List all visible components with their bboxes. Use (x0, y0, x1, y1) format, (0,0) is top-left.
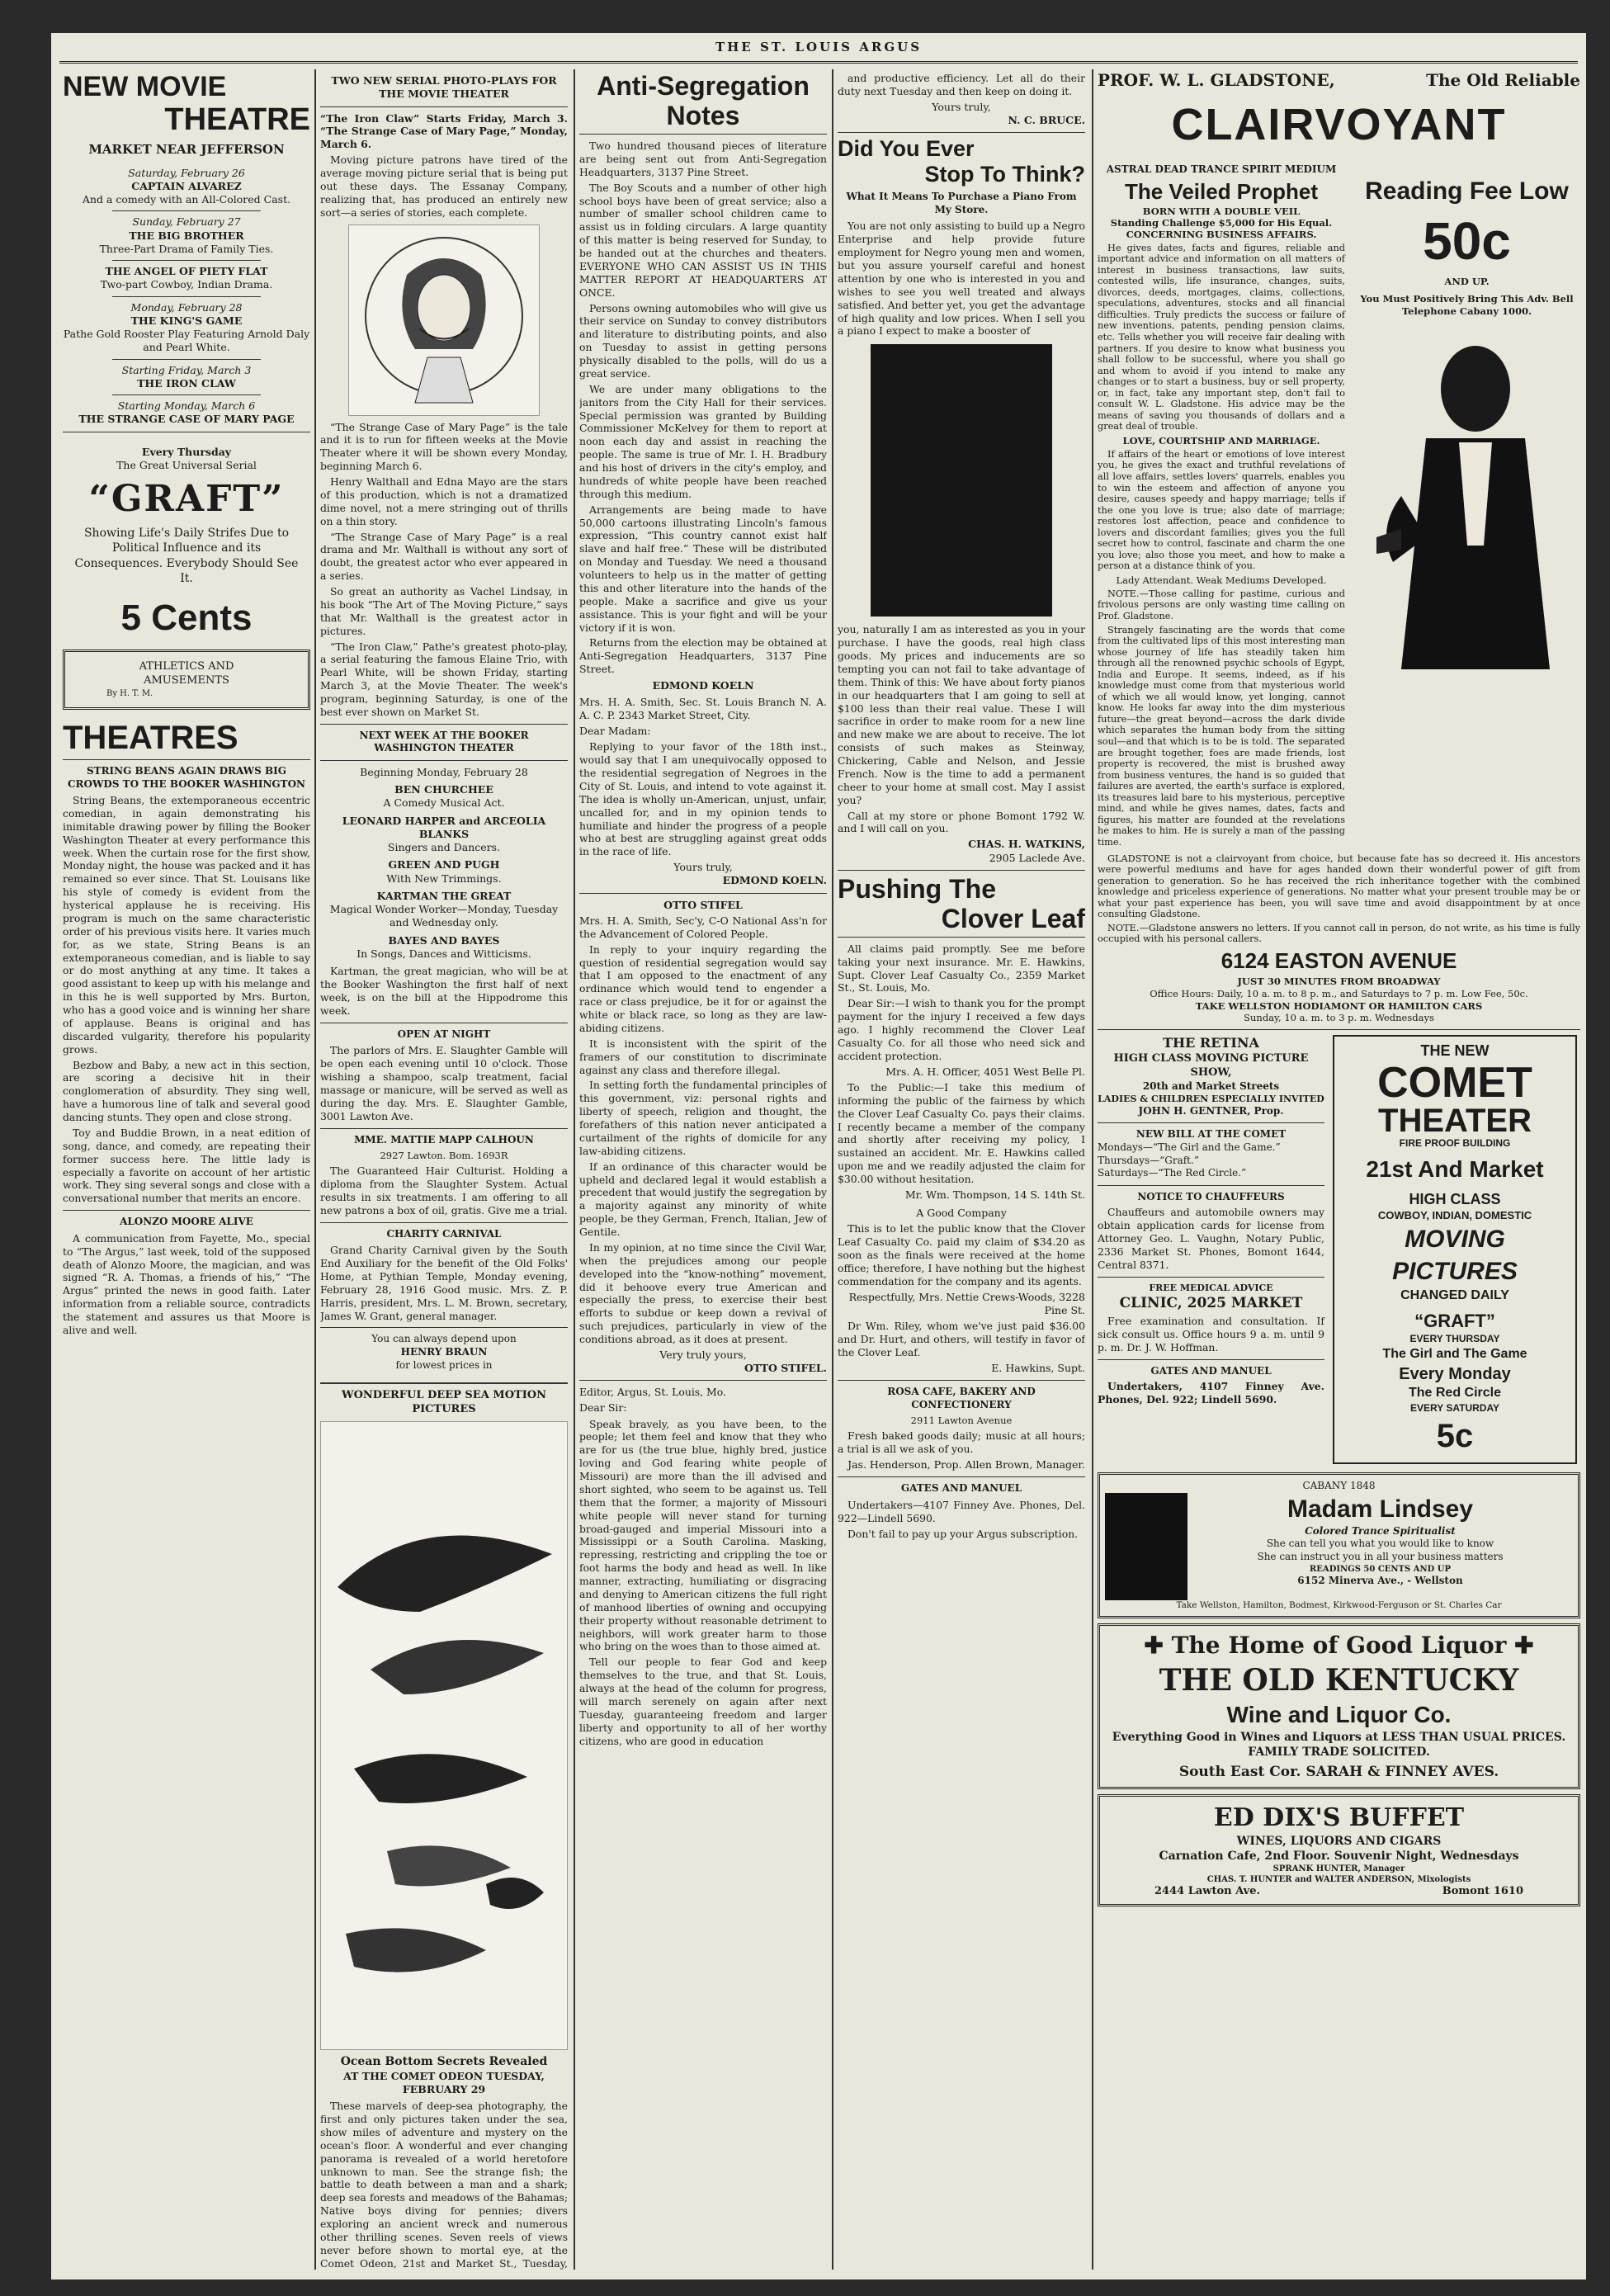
dix-ad (1098, 1794, 1580, 1906)
piano-article-1: You are not only assisting to build up a Negro Enterprise and help provide future employment for Negro young men and women, but you assure yourself careful and honest attention by one who is interested in you and wishes to see you well treated and always satisfied. And better yet, you get the advantage of high quality and low prices. When I sell you a piano I expect to make a booster of (838, 220, 1085, 338)
dix-name: ED DIX'S BUFFET (1213, 1802, 1465, 1832)
watkins-address: 2905 Laclede Ave. (989, 851, 1085, 864)
braun-ad (320, 1333, 568, 1372)
comet-girl-game: The Girl and The Game (1382, 1347, 1527, 1362)
divider (63, 1210, 310, 1211)
comet-name: COMET (1377, 1058, 1532, 1107)
good-company-article: This is to let the public know that the Clover Leaf Casualty Co. paid my claim of $34.20 as soon as the finals were received at the home office; therefore, I have nothing but the highest commendation for the company and its agents. (838, 1222, 1085, 1287)
column-divider (574, 69, 575, 2270)
piano-call: Call at my store or phone Bomont 1792 W. and I will call on you. (838, 809, 1085, 835)
and-up: AND UP. (1444, 276, 1490, 288)
gladstone-history: Strangely fascinating are the words that come from the cultivated lips of this most interesting man whose journey of life has steadily taken him through all the renowned psychic schools of Egypt, India and Europe. It seems, indeed, as if his knowledge must come from that mysterious world of which we all would know, yet longing, cannot know. He looks far away into the dim mysterious future—the great beyond—across the dark divide which separates the human body from the sitting soul—and that which is to be is told. The separated are brought together, foes are made friends, lost property is recovered, the mist is brushed away from business ventures, the hand is so guided that failures are averted, the earth's surface is explored, its treasures laid bare to his mysterious, perceptive mind, and while he gives names, dates, facts and figures, his matter are founded at the revelations he makes to him. He is surely a man of the passing time. (1098, 624, 1345, 848)
watkins-photo (871, 344, 1052, 617)
divider (320, 760, 568, 761)
paragraph: “The Strange Case of Mary Page” is the tale and it is to run for fifteen weeks at the Movie Theater where it will be shown every Monday, beginning March 6. (320, 420, 568, 473)
gates-ad-body: Undertakers, 4107 Finney Ave. Phones, Del. 922; Lindell 5690. (1098, 1380, 1324, 1406)
listing-title: THE BIG BROTHER (129, 229, 244, 242)
stifel-heading: OTTO STIFEL (663, 898, 743, 911)
retina-address: 20th and Market Streets (1142, 1080, 1280, 1092)
act-name: GREEN AND PUGH (388, 858, 500, 872)
comet-price: 5c (1436, 1418, 1474, 1455)
dix-footer (1105, 1885, 1573, 1899)
lindsey-address: 6152 Minerva Ave., - Wellston (1297, 1574, 1463, 1586)
thompson-signature: Mr. Wm. Thompson, 14 S. 14th St. (904, 1188, 1085, 1201)
gladstone-inheritance: GLADSTONE is not a clairvoyant from choice, but because fate has so decreed it. His ancestors were powerful mediums and have for ages handed down their wonderful power of gift from generation to generation. So he has received the rich inheritance together with the combined knowledge and priceless experience of generations. No matter what your present trouble may be or what your past experience has been, you will save time and avoid disappointment by at once consulting Gladstone. (1098, 853, 1580, 920)
masthead: THE ST. LOUIS ARGUS (715, 40, 923, 54)
lindsey-phone: CABANY 1848 (1302, 1480, 1376, 1492)
booker-acts (320, 783, 568, 961)
act-desc: Magical Wonder Worker—Monday, Tuesday and Wednesday only. (329, 903, 559, 929)
letter2-address: Mrs. H. A. Smith, Sec'y, C-O National Ass'n for the Advancement of Colored People. (579, 914, 827, 940)
athletics-line-1: ATHLETICS AND (139, 660, 234, 673)
paragraph: In setting forth the fundamental principles of this government, viz: personal rights and liberty of speech, religion and thought, the forefathers of this nation never anticipated a curtailment of the rights of domicile for any law-abiding citizens. (579, 1079, 827, 1157)
bruce-closing: Yours truly, (932, 100, 991, 113)
act-desc: In Songs, Dances and Witticisms. (356, 947, 531, 960)
good-company-heading: A Good Company (916, 1207, 1007, 1220)
listing-desc: Three-Part Drama of Family Ties. (99, 242, 274, 255)
gladstone-text (1098, 158, 1345, 850)
letter1-address: Mrs. H. A. Smith, Sec. St. Louis Branch N. A. A. C. P. 2343 Market Street, City. (579, 696, 827, 722)
left-ads (1098, 1035, 1324, 1464)
think-subheading: What It Means To Purchase a Piano From My Store. (846, 191, 1077, 215)
divider (838, 937, 1085, 938)
gates-heading: GATES AND MANUEL (900, 1482, 1022, 1495)
antiseg-article (579, 139, 827, 676)
astral-label: ASTRAL DEAD TRANCE SPIRIT MEDIUM (1106, 163, 1337, 176)
officer-signature: Mrs. A. H. Officer, 4051 West Belle Pl. (885, 1065, 1085, 1078)
think-heading-2: Stop To Think? (924, 162, 1085, 187)
letter1-body: Replying to your favor of the 18th inst., would say that I am unequivocally opposed to the residential segregation of Negroes in the City of St. Louis, and intend to vote against it. The idea is wholly un-American, unjust, unfair, uncalled for, and in my opinion tends to humiliate and hinder the progress of a people who at best are struggling against great odds in the race of life. (579, 740, 827, 858)
letter1-salutation: Dear Madam: (579, 725, 651, 737)
kentucky-tagline: The Home of Good Liquor (1171, 1632, 1507, 1660)
divider (1098, 1122, 1324, 1123)
calhoun-address: 2927 Lawton. Bom. 1693R (380, 1150, 508, 1162)
column-divider (1092, 69, 1093, 2270)
act (320, 934, 568, 961)
listing-desc: And a comedy with an All-Colored Cast. (82, 193, 291, 206)
divider (112, 359, 261, 360)
mid-ads (1098, 1035, 1580, 1464)
act-name: BAYES AND BAYES (388, 933, 500, 947)
divider (1098, 1029, 1580, 1030)
comet-every-monday: Every Monday (1399, 1364, 1511, 1383)
kentucky-name: THE OLD KENTUCKY (1159, 1662, 1519, 1698)
booker-heading: NEXT WEEK AT THE BOOKER WASHINGTON THEATER (359, 729, 529, 754)
listing-title: THE STRANGE CASE OF MARY PAGE (78, 413, 295, 426)
movie-listing (63, 215, 310, 256)
concerning-heading: CONCERNING BUSINESS AFFAIRS. (1126, 228, 1317, 240)
top-rule (59, 61, 1578, 64)
cross-icon: ✚ (1514, 1632, 1534, 1660)
letter2-closing: Very truly yours, (659, 1348, 747, 1361)
divider (320, 1222, 568, 1223)
retina-name: THE RETINA (1163, 1035, 1259, 1051)
serial-heading: TWO NEW SERIAL PHOTO-PLAYS FOR THE MOVIE THEATER (331, 74, 557, 101)
listing-desc: Pathe Gold Rooster Play Featuring Arnold Daly and Pearl White. (63, 328, 310, 354)
act (320, 858, 568, 886)
editor-address: Editor, Argus, St. Louis, Mo. (579, 1386, 726, 1399)
divider (112, 394, 261, 395)
easton-address: 6124 EASTON AVENUE (1220, 947, 1457, 973)
lindsey-ad (1098, 1472, 1580, 1618)
lindsey-photo (1105, 1493, 1187, 1600)
gladstone-note: NOTE.—Those calling for pastime, curious and frivolous persons are only wasting time calling on Prof. Gladstone. (1098, 588, 1345, 622)
editor-salutation: Dear Sir: (579, 1401, 627, 1415)
movie-listing (63, 301, 310, 355)
column-1 (63, 69, 310, 2270)
open-heading: OPEN AT NIGHT (397, 1028, 491, 1040)
athletics-box (63, 650, 310, 710)
column-2 (320, 69, 568, 1372)
fee-amount: 50c (1423, 211, 1511, 272)
comet-thursday: EVERY THURSDAY (1409, 1333, 1500, 1345)
movie-listing (63, 167, 310, 207)
divider (320, 1128, 568, 1129)
listing-title: CAPTAIN ALVAREZ (131, 179, 242, 192)
clinic-name: CLINIC, 2025 MARKET (1119, 1295, 1303, 1312)
argus-note: Don't fail to pay up your Argus subscription. (847, 1527, 1079, 1540)
serial-article (320, 421, 568, 719)
alonzo-article: A communication from Fayette, Mo., special to “The Argus,” last week, told of the supposed death of Alonzo Moore, the magician, and was signed “R. A. Thomas, a friends of his,” “The Argus” printed the news in good faith. Later information from a reliable source, contradicts the statement and assures us that Moore is alive and well. (63, 1231, 310, 1336)
listing-date: Monday, February 28 (130, 300, 243, 314)
newbill-line-1: Mondays—“The Girl and the Game.” (1098, 1141, 1281, 1154)
dix-address: 2444 Lawton Ave. (1154, 1884, 1261, 1897)
listing-title: THE IRON CLAW (137, 376, 236, 390)
dix-manager: SPRANK HUNTER, Manager (1272, 1864, 1405, 1873)
office-hours: Office Hours: Daily, 10 a. m. to 8 p. m., and Saturdays to 7 p. m. Low Fee, 50c. (1150, 987, 1528, 999)
old-reliable: The Old Reliable (1426, 70, 1580, 90)
movie-listing (63, 364, 310, 391)
movie-price: 5 Cents (120, 597, 253, 638)
letter1-closing: Yours truly, (673, 861, 733, 874)
strings-heading: STRING BEANS AGAIN DRAWS BIG CROWDS TO THE BOOKER WASHINGTON (67, 764, 306, 790)
divider (112, 296, 261, 297)
bruce-signature: N. C. BRUCE. (1008, 114, 1085, 126)
paragraph: “The Strange Case of Mary Page” is a real drama and Mr. Walthall is without any sort of doubt, the greatest actor who ever appeared in a series. (320, 530, 568, 583)
column-5 (1098, 69, 1580, 2270)
kentucky-heading (1105, 1631, 1573, 1661)
sunday-hours: Sunday, 10 a. m. to 3 p. m. Wednesdays (1244, 1012, 1434, 1024)
alonzo-heading: ALONZO MOORE ALIVE (120, 1216, 253, 1228)
lindsey-body (1105, 1493, 1573, 1600)
paragraph: So great an authority as Vachel Lindsay, in his book “The Art of The Moving Picture,” says that Mr. Walthall is the greatest actor in pictures. (320, 585, 568, 637)
paragraph: “The Iron Claw,” Pathe's greatest photo-play, a serial featuring the famous Elaine Trio, with Pearl White, will be shown Friday, starting March 3, at the Movie Theater. The week's program, beginning Saturday, is one of the best ever shown on Market St. (320, 640, 568, 718)
letter2-signature: OTTO STIFEL. (744, 1362, 827, 1375)
comet-red-circle: The Red Circle (1408, 1385, 1502, 1400)
strings-article (63, 794, 310, 1205)
divider (112, 210, 261, 211)
dix-wines: WINES, LIQUORS AND CIGARS (1236, 1834, 1442, 1848)
serial-lead: “The Iron Claw” Starts Friday, March 3. “The Strange Case of Mary Page,” Monday, March 6. (320, 111, 568, 151)
paragraph: If an ordinance of this character would be upheld and declared legal it would establish a precedent that would justify the segregation by a majority against any minority of white people, be they German, French, Italian, Jew of Gentile. (579, 1160, 827, 1238)
movie-listing (63, 265, 310, 292)
clover-heading-1: Pushing The (838, 873, 996, 904)
comet-theater-ad (1333, 1035, 1577, 1464)
braun-name: HENRY BRAUN (400, 1346, 488, 1358)
editor-letter (579, 1418, 827, 1748)
kentucky-desc: Everything Good in Wines and Liquors at LESS THAN USUAL PRICES. FAMILY TRADE SOLICITED. (1112, 1731, 1566, 1760)
comet-moving-pictures: MOVING PICTURES (1392, 1226, 1518, 1286)
athletics-line-2: AMUSEMENTS (144, 674, 229, 687)
divider (838, 870, 1085, 871)
chauffeur-article: Chauffeurs and automobile owners may obtain application cards for license from Attorney Geo. L. Vaughn, Notary Public, 2336 Market St. Phones, Bomont 1644, Central 8371. (1098, 1206, 1324, 1271)
act-desc: A Comedy Musical Act. (383, 796, 505, 810)
serial-p1: Moving picture patrons have tired of the average moving picture serial that is being put out these days. The Essanay Company, realizing that, has produced an entirely new sort—a series of stories, each complete. (320, 154, 568, 219)
retina-prop: JOHN H. GENTNER, Prop. (1138, 1104, 1284, 1117)
movie-listings (63, 167, 310, 427)
gladstone-portrait (1353, 323, 1580, 669)
act (320, 890, 568, 930)
paragraph: Speak bravely, as you have been, to the people; let them feel and know that they who are for us (the true blue, highly bred, justice loving and God fearing white people of Missouri) are more than the ill advised and short sighted, who seem to be against us. Tell them that the former, a majority of Missouri white people will never stand for turning broad-gauged and imperial Missouri into a Mississippi or a South Carolina. Masking, repressing, restricting and crippling the toe or foot harms the body and head as well. In like manner, extracting, humiliating or disgracing and denying to American citizens the full right of manhood liberties of owning and occupying their property without reasonable detriment to neighbors, will work greater harm to those who bring on the woes than to those aimed at. (579, 1417, 827, 1653)
paragraph: Returns from the election may be obtained at Anti-Segregation Headquarters, 3137 Pine Street. (579, 636, 827, 676)
antiseg-title-1: Anti-Segregation (597, 71, 810, 101)
booker-date: Beginning Monday, February 28 (360, 765, 528, 778)
calhoun-article: The Guaranteed Hair Culturist. Holding a diploma from the Slaughter System. Actual results in six treatments. I am offering to all new patrons a box of oil, gratis. Give me a trial. (320, 1165, 568, 1217)
divider (579, 134, 827, 135)
deepsea-caption: Ocean Bottom Secrets Revealed (340, 2055, 548, 2069)
divider (112, 260, 261, 261)
carnival-article: Grand Charity Carnival given by the South End Auxiliary for the benefit of the Old Folks' Home, at Pythian Temple, Monday evening, February 28, 1916 Good music. Mrs. Z. P. Harris, president, Mrs. L. M. Brown, secretary, James W. Grant, general manager. (320, 1244, 568, 1322)
gladstone-header (1098, 69, 1580, 91)
man-portrait-icon (1368, 331, 1566, 669)
paragraph: Tell our people to fear God and keep themselves to the true, and that St. Louis, always at the head of the column for progress, will march serenely on again after next Tuesday, guaranteeing freedom and larger liberty and opportunity to all of her worthy citizens, who are good in education (579, 1656, 827, 1747)
paragraph: Henry Walthall and Edna Mayo are the stars of this production, which is not a dramatized dime novel, not a mere stringing out of thrills on a thin story. (320, 475, 568, 527)
paragraph: It is inconsistent with the spirit of the framers of our constitution to discriminate against any class and therefore illegal. (579, 1037, 827, 1076)
retina-sub: HIGH CLASS MOVING PICTURE SHOW, (1113, 1052, 1309, 1079)
veiled-prophet: The Veiled Prophet (1124, 178, 1319, 204)
comet-graft: “GRAFT” (1414, 1310, 1495, 1331)
divider (838, 1380, 1085, 1381)
divider (579, 893, 827, 894)
carnival-heading: CHARITY CARNIVAL (386, 1227, 502, 1240)
paragraph: In reply to your inquiry regarding the question of residential segregation would say that I am opposed to the enactment of any ordinance which would tend to engender a race or class prejudice, be it for or against the white or black race, so long as they are law-abiding citizens. (579, 942, 827, 1034)
woman-portrait-icon (349, 225, 539, 415)
clover-heading-2: Clover Leaf (941, 903, 1085, 933)
movie-title-2: THEATRE (164, 102, 310, 137)
lindsey-sub: Colored Trance Spiritualist (1305, 1524, 1456, 1537)
divider (1098, 1277, 1324, 1278)
lindsey-cars: Take Wellston, Hamilton, Bodmest, Kirkwood-Ferguson or St. Charles Car (1176, 1599, 1502, 1610)
comet-theater: THEATER (1378, 1102, 1532, 1139)
bruce-letter-end: and productive efficiency. Let all do their duty next Tuesday and then keep on doing it. (838, 72, 1085, 97)
hawkins-signature: E. Hawkins, Supt. (991, 1361, 1085, 1374)
comet-changed: CHANGED DAILY (1400, 1288, 1509, 1303)
newbill-heading: NEW BILL AT THE COMET (1135, 1128, 1287, 1141)
deepsea-article: These marvels of deep-sea photography, the first and only pictures taken under the sea, show miles of adventure and mystery on the ocean's floor. A wonderful and ever changing panorama is revealed of a world heretofore unknown to man. See the strange fish; the battle to death between a man and a shark; deep sea forests and meadows of the Bahamas; Native boys diving for pennies; divers exploring an ancient wreck and numerous other thrilling scenes. Seven reels of views never before shown to mortal eye, at the Comet Odeon, 21st and Market St., Tuesday, (320, 2100, 568, 2270)
listing-date: Sunday, February 27 (132, 215, 241, 229)
calhoun-heading: MME. MATTIE MAPP CALHOUN (354, 1133, 534, 1146)
movie-location: MARKET NEAR JEFFERSON (88, 142, 285, 157)
woods-signature: Respectfully, Mrs. Nettie Crews-Woods, 3228 Pine St. (848, 1290, 1085, 1317)
divider (838, 1476, 1085, 1477)
gates-article: Undertakers—4107 Finney Ave. Phones, Del. 922—Lindell 5690. (838, 1498, 1085, 1524)
gladstone-ad (1098, 158, 1580, 850)
graft-title: “GRAFT” (88, 478, 285, 520)
act-desc: Singers and Dancers. (387, 841, 501, 854)
mary-page-illustration (348, 224, 540, 416)
minutes-from-broadway: JUST 30 MINUTES FROM BROADWAY (1237, 975, 1441, 987)
piano-article-2: you, naturally I am as interested as you in your purchase. I have the goods, real high class goods. My prices and inducements are so tempting you can not fail to take advantage of them. Think of this: We have about forty pianos in our headquarters that I am going to sell at $100 less than their real value. These I will sacrifice in order to make room for a new line and new make we are about to receive. The lot consists of such makes as Steinway, Chickering, Cable and Nelson, and Jessie French. Now is the time to add a permanent cheer to your home at small cost. May I assist you? (838, 623, 1085, 806)
listing-desc: Two-part Cowboy, Indian Drama. (100, 278, 273, 291)
divider (63, 759, 310, 760)
dix-phone: Bomont 1610 (1442, 1884, 1523, 1897)
deepsea-illustration (320, 1421, 568, 2050)
divider (1098, 1185, 1324, 1186)
newspaper-page (51, 33, 1586, 2279)
gladstone-right (1353, 158, 1580, 850)
listing-title: THE KING'S GAME (130, 314, 243, 327)
paragraph: Arrangements are being made to have 50,000 cartoons illustrating Lincoln's famous expression, “This country cannot exist half slave and half free.” These will be distributed on Monday and Tuesday. We need a thousand volunteers to help us in the matter of getting this and other literature into the hands of the people. Make a sacrifice and give us your assistance. This is your fight and will be your victory if it is won. (579, 503, 827, 634)
paragraph: We are under many obligations to the janitors from the City Hall for their services. Special permission was granted by Building Commissioner McKelvey for them to report at noon each day and assist in reaching the people. The same is true of Mr. I. H. Bradbury and his host of drivers in the city's employ, and hundreds of white people have been reached through this medium. (579, 382, 827, 500)
act (320, 815, 568, 855)
comet-new: THE NEW (1420, 1042, 1490, 1060)
clairvoyant-title: CLAIRVOYANT (1171, 100, 1507, 149)
paragraph: Two hundred thousand pieces of literature are being sent out from Anti-Segregation Headquarters, 3137 Pine Street. (579, 139, 827, 178)
kartman-article: Kartman, the great magician, who will be at the Booker Washington the first half of next week, is on the bill at the Hippodrome this week. (320, 965, 568, 1017)
divider (320, 724, 568, 725)
listing-date: Starting Friday, March 3 (121, 363, 252, 376)
paragraph: String Beans, the extemporaneous eccentric comedian, in again demonstrating his inimitable drawing power by filling the Booker Washington Theater at every performance this week. When the curtain rose for the first show, Monday night, the house was packed and it has remained so ever since. That St. Louisans like his style of comedy is evident from the hysterical applause he is receiving. His program is much on the same characteristic order of his previous visits here. It varies much for, as we state, String Beans is an extemporaneous comedian, and is liable to say or do most anything at any time. It takes a good assistant to keep up with his melange and in this he is well supported by Mrs. Burton, who has a good voice and is winning her share of applause. Beans is original and has discarded vulgarity, therefore his popularity grows. (63, 794, 310, 1056)
paragraph: In my opinion, at no time since the Civil War, when the prejudices among our people developed into the “know-nothing” movement, did it behoove every true American and especially the press, to exercise their best efforts to subdue or keep down a revival of such prejudices, particularly in view of the conditions abroad, as it does at present. (579, 1240, 827, 1345)
act-name: BEN CHURCHEE (394, 783, 493, 796)
lady-attendant: Lady Attendant. Weak Mediums Developed. (1116, 574, 1327, 586)
clover-article-3: To the Public:—I take this medium of informing the public of the fairness by which the Clover Leaf Casualty Co. pays their claims. I recently became a member of the company and shortly after receiving my policy, I sustained an accident. Mr. E. Hawkins called upon me and we readily adjusted the claim for $30.00 without hesitation. (838, 1080, 1085, 1186)
lindsey-name: Madam Lindsey (1287, 1495, 1474, 1523)
rosa-address: 2911 Lawton Avenue (910, 1415, 1013, 1427)
lindsey-line-2: She can instruct you in all your business matters (1257, 1551, 1504, 1563)
divider (1098, 1359, 1324, 1360)
graft-desc: Showing Life's Daily Strifes Due to Political Influence and its Consequences. Everybody Should See It. (74, 527, 299, 585)
riley-article: Dr Wm. Riley, whom we've just paid $36.00 and Dr. Hurt, and others, will testify in favor of the Clover Leaf. (838, 1320, 1085, 1359)
column-4 (838, 69, 1085, 2270)
newbill-line-3: Saturdays—“The Red Circle.” (1098, 1167, 1247, 1179)
fish-illustration-icon (321, 1422, 567, 2049)
braun-line-3: for lowest prices in (395, 1358, 493, 1371)
column-divider (314, 69, 316, 2270)
letter1-signature: EDMOND KOELN. (722, 874, 827, 887)
paragraph: The Boy Scouts and a number of other high school boys have been of great service; also a number of smaller school children came to assist us in folding circulars. A large quantity of this matter is being reserved for Sunday, to be handed out at the churches and theaters. EVERYONE WHO CAN ASSIST US IN THIS MATTER REPORT AT HEADQUARTERS AT ONCE. (579, 181, 827, 299)
kentucky-company: Wine and Liquor Co. (1226, 1701, 1452, 1727)
clinic-article: Free examination and consultation. If sick consult us. Office hours 9 a. m. until 9 p. m. Dr. J. W. Hoffman. (1098, 1315, 1324, 1354)
comet-genres: COWBOY, INDIAN, DOMESTIC (1377, 1209, 1532, 1222)
retina-ladies: LADIES & CHILDREN ESPECIALLY INVITED (1098, 1093, 1324, 1104)
gladstone-note-2: NOTE.—Gladstone answers no letters. If you cannot call in person, do not write, as his time is fully occupied with his personal callers. (1098, 922, 1580, 945)
paragraph: Bezbow and Baby, a new act in this section, are scoring a decisive hit in their conglomeration of absurdity. They sing well, have a humorous line of talk and several good dancing stunts. They open and close strong. (63, 1058, 310, 1124)
listing-date: Starting Monday, March 6 (117, 399, 256, 412)
act-name: LEONARD HARPER and ARCEOLIA BLANKS (342, 814, 546, 840)
act-desc: With New Trimmings. (386, 872, 502, 885)
rosa-signature: Jas. Henderson, Prop. Allen Brown, Manager. (847, 1458, 1085, 1472)
paragraph: Toy and Buddie Brown, in a neat edition of song, dance, and comedy, are repeating their former success here. The little lady is especially a favorite on account of her artistic work. They sing several songs and close with a conversational number that merits an encore. (63, 1126, 310, 1205)
listing-title: THE ANGEL OF PIETY FLAT (105, 265, 268, 277)
gladstone-business: He gives dates, facts and figures, reliable and important advice and information on all matters of interest in business transactions, law suits, contested wills, life insurance, changes, suits, divorces, deeds, mortgages, claims, collections, speculations, adventures, stocks and all financial difficulties. Truly predicts the success or failure of new inventions, patents, pending pension claims, etc. Tells whether you will receive fair dealing with partners. If you desire to know what business you shall follow to be successful, where you shall go and whom to avoid if you intend to make any changes or to start a business, buy or sell property, or, in fact, take any important step, don't fail to consult W. L. Gladstone. His advice may be the means of saving you thousands of dollars and a great deal of trouble. (1098, 242, 1345, 432)
theatres-heading: THEATRES (63, 719, 238, 756)
koeln-signature-top: EDMOND KOELN (652, 679, 754, 692)
act-name: KARTMAN THE GREAT (376, 889, 512, 902)
love-heading: LOVE, COURTSHIP AND MARRIAGE. (1122, 434, 1320, 446)
deepsea-subheading: AT THE COMET ODEON TUESDAY, FEBRUARY 29 (343, 2070, 545, 2096)
divider (320, 1327, 568, 1328)
movie-title-1: NEW MOVIE (63, 71, 227, 102)
comet-location: 21st And Market (1366, 1156, 1544, 1183)
divider (838, 132, 1085, 133)
deepsea-heading: WONDERFUL DEEP SEA MOTION PICTURES (341, 1389, 546, 1415)
antiseg-title-2: Notes (666, 101, 740, 130)
letter2-body (579, 943, 827, 1346)
watkins-signature: CHAS. H. WATKINS, (968, 838, 1085, 851)
cross-icon: ✚ (1144, 1632, 1164, 1660)
column-3 (579, 69, 827, 2270)
clover-article-1: All claims paid promptly. See me before taking your next insurance. Mr. E. Hawkins, Supt. Clover Leaf Casualty Co., 2359 Market St., St. Louis, Mo. (838, 942, 1085, 994)
veil-challenge: Standing Challenge $5,000 for His Equal. (1110, 216, 1333, 229)
take-cars: TAKE WELLSTON HODIAMONT OR HAMILTON CARS (1195, 999, 1483, 1012)
veil-sub: BORN WITH A DOUBLE VEIL (1142, 205, 1301, 217)
movie-listing (63, 399, 310, 427)
rosa-article: Fresh baked goods daily; music at all hours; a trial is all we ask of you. (838, 1429, 1085, 1456)
serial-label: The Great Universal Serial (116, 458, 257, 471)
lindsey-readings: READINGS 50 CENTS AND UP (1310, 1564, 1451, 1574)
act (320, 783, 568, 810)
comet-saturday: EVERY SATURDAY (1409, 1401, 1500, 1414)
reading-fee: Reading Fee Low (1365, 177, 1569, 206)
bring-ad: You Must Positively Bring This Adv. Bell Telephone Cabany 1000. (1360, 293, 1574, 318)
newbill-line-2: Thursdays—“Graft.” (1098, 1154, 1199, 1166)
comet-fireproof: FIRE PROOF BUILDING (1399, 1136, 1511, 1149)
dix-cafe: Carnation Cafe, 2nd Floor. Souvenir Night, Wednesdays (1159, 1849, 1519, 1863)
chauffeur-heading: NOTICE TO CHAUFFEURS (1137, 1190, 1285, 1202)
braun-line-1: You can always depend upon (371, 1333, 517, 1345)
comet-high-class: HIGH CLASS (1409, 1190, 1501, 1207)
lindsey-line-1: She can tell you what you would like to know (1266, 1538, 1494, 1550)
kentucky-ad (1098, 1623, 1580, 1788)
dix-mixologists: CHAS. T. HUNTER and WALTER ANDERSON, Mixologists (1206, 1874, 1471, 1884)
athletics-byline: By H. T. M. (106, 688, 153, 698)
gates-ad-heading: GATES AND MANUEL (1150, 1364, 1272, 1377)
clover-article-2: Dear Sir:—I wish to thank you for the prompt payment for the injury I received a few days ago. I highly recommend the Clover Leaf Casualty Co. for all those who need sick and accident protection. (838, 997, 1085, 1062)
kentucky-address: South East Cor. SARAH & FINNEY AVES. (1178, 1764, 1499, 1781)
deepsea-section (320, 1382, 568, 2271)
column-divider (832, 69, 833, 2270)
clinic-label: FREE MEDICAL ADVICE (1149, 1282, 1273, 1293)
rosa-heading: ROSA CAFE, BAKERY AND CONFECTIONERY (887, 1386, 1036, 1410)
think-heading-1: Did You Ever (838, 136, 975, 162)
open-article: The parlors of Mrs. E. Slaughter Gamble will be open each evening until 10 o'clock. Those wishing a shampoo, scalp treatment, facial massage or manicure, will be served as well as during the day. Mrs. E. Slaughter Gamble, 3001 Lawton Ave. (320, 1044, 568, 1122)
paragraph: Persons owning automobiles who will give us their service on Sunday to convey distributors and literature to distributing points, and also on Tuesday to assist in getting persons physically disabled to the polls, will do us a great service. (579, 301, 827, 380)
lindsey-text (1187, 1493, 1573, 1600)
divider (320, 106, 568, 107)
listing-date: Saturday, February 26 (128, 166, 245, 179)
prof-name: PROF. W. L. GLADSTONE, (1098, 70, 1335, 90)
gladstone-love: If affairs of the heart or emotions of love interest you, he gives the exact and truthful revelations of all love affairs, settles lovers' quarrels, enables you to win the esteem and affection of anyone you desire, causes speedy and happy marriage; tells if the one you love is true; also date of marriage; restores lost affection, peace and confidence to lovers and discordant families; gives you the full secret how to control, fascinate and charm the one you love; also those you meet, and how to make a person at a distance think of you. (1098, 448, 1345, 572)
every-thursday: Every Thursday (141, 445, 232, 458)
divider (579, 1380, 827, 1381)
